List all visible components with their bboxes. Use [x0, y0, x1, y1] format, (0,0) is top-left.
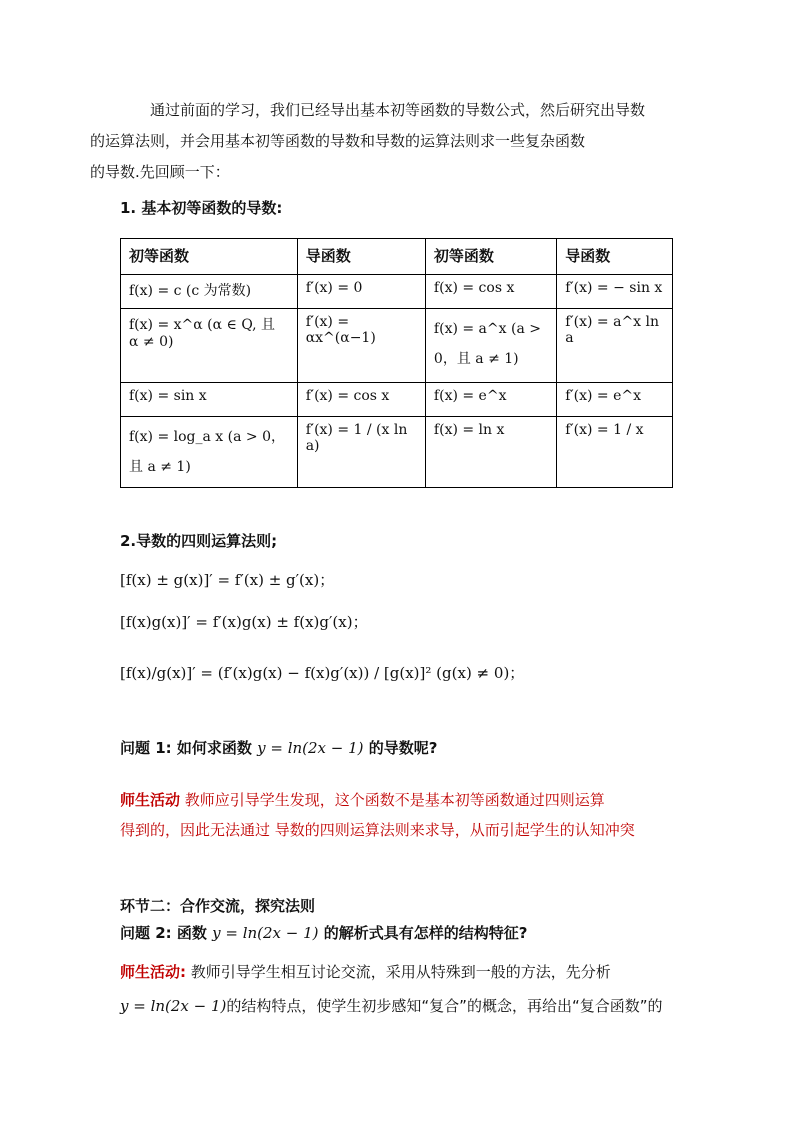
table-cell: f(x) = e^x	[425, 383, 556, 417]
table-cell: f′(x) = a^x ln a	[557, 309, 673, 383]
activity-1	[120, 785, 680, 845]
table-row	[121, 417, 673, 488]
table-cell: f(x) = ln x	[425, 417, 556, 488]
activity-2	[120, 955, 680, 1023]
table-header-cell: 初等函数	[121, 239, 298, 275]
activity-2-line-2: 的结构特点，使学生初步感知“复合”的概念，再给出“复合函数”的	[226, 997, 663, 1015]
question-1-tail: 的导数呢?	[368, 739, 438, 757]
table-header-cell: 导函数	[297, 239, 425, 275]
table-header-cell: 初等函数	[425, 239, 556, 275]
activity-1-line-1: 教师应引导学生发现，这个函数不是基本初等函数通过四则运算	[180, 791, 605, 809]
table-header-cell: 导函数	[557, 239, 673, 275]
table-header-row	[121, 239, 673, 275]
table-cell: f′(x) = 0	[297, 275, 425, 309]
table-cell: f′(x) = − sin x	[557, 275, 673, 309]
activity-2-line-1: 教师引导学生相互讨论交流，采用从特殊到一般的方法，先分析	[186, 963, 611, 981]
section-3-title: 环节二：合作交流，探究法则	[120, 897, 316, 915]
question-2-label: 问题 2: 函数	[120, 924, 207, 942]
table-cell: f′(x) = cos x	[297, 383, 425, 417]
activity-1-line-2: 得到的，因此无法通过 导数的四则运算法则来求导，从而引起学生的认知冲突	[120, 821, 635, 839]
activity-2-formula: y = ln(2x − 1)	[120, 997, 227, 1015]
derivative-table	[120, 238, 673, 488]
question-2-tail: 的解析式具有怎样的结构特征?	[323, 924, 528, 942]
table-cell: f′(x) = e^x	[557, 383, 673, 417]
question-2-formula: y = ln(2x − 1)	[212, 924, 319, 942]
table-cell: f(x) = sin x	[121, 383, 298, 417]
intro-line-1: 通过前面的学习，我们已经导出基本初等函数的导数公式，然后研究出导数	[150, 101, 646, 119]
activity-1-label: 师生活动	[120, 791, 181, 809]
table-row	[121, 383, 673, 417]
question-1-label: 问题 1: 如何求函数	[120, 739, 252, 757]
intro-line-2: 的运算法则，并会用基本初等函数的导数和导数的运算法则求一些复杂函数	[90, 132, 586, 150]
intro-line-3: 的导数.先回顾一下：	[90, 163, 230, 181]
table-cell: f′(x) = 1 / (x ln a)	[297, 417, 425, 488]
intro-paragraph	[90, 95, 680, 188]
activity-2-label: 师生活动:	[120, 963, 186, 981]
section-1-title: 1. 基本初等函数的导数:	[120, 199, 283, 217]
sum-rule: [f(x) ± g(x)]′ = f′(x) ± g′(x)；	[120, 571, 335, 589]
question-1-formula: y = ln(2x − 1)	[257, 739, 364, 757]
table-cell: f(x) = a^x (a > 0，且 a ≠ 1)	[425, 309, 556, 383]
quotient-rule: [f(x)/g(x)]′ = (f′(x)g(x) − f(x)g′(x)) / [g(x)]² (g(x) ≠ 0)；	[120, 664, 525, 682]
table-cell: f(x) = c (c 为常数)	[121, 275, 298, 309]
question-1	[120, 733, 680, 764]
product-rule: [f(x)g(x)]′ = f′(x)g(x) ± f(x)g′(x)；	[120, 613, 368, 631]
question-2	[120, 918, 680, 949]
table-row	[121, 275, 673, 309]
table-cell: f(x) = log_a x (a > 0， 且 a ≠ 1)	[121, 417, 298, 488]
table-row	[121, 309, 673, 383]
section-2-title: 2.导数的四则运算法则;	[120, 532, 278, 550]
table-cell: f(x) = x^α (α ∈ Q, 且 α ≠ 0)	[121, 309, 298, 383]
table-cell: f(x) = cos x	[425, 275, 556, 309]
table-cell: f′(x) = αx^(α−1)	[297, 309, 425, 383]
table-cell: f′(x) = 1 / x	[557, 417, 673, 488]
